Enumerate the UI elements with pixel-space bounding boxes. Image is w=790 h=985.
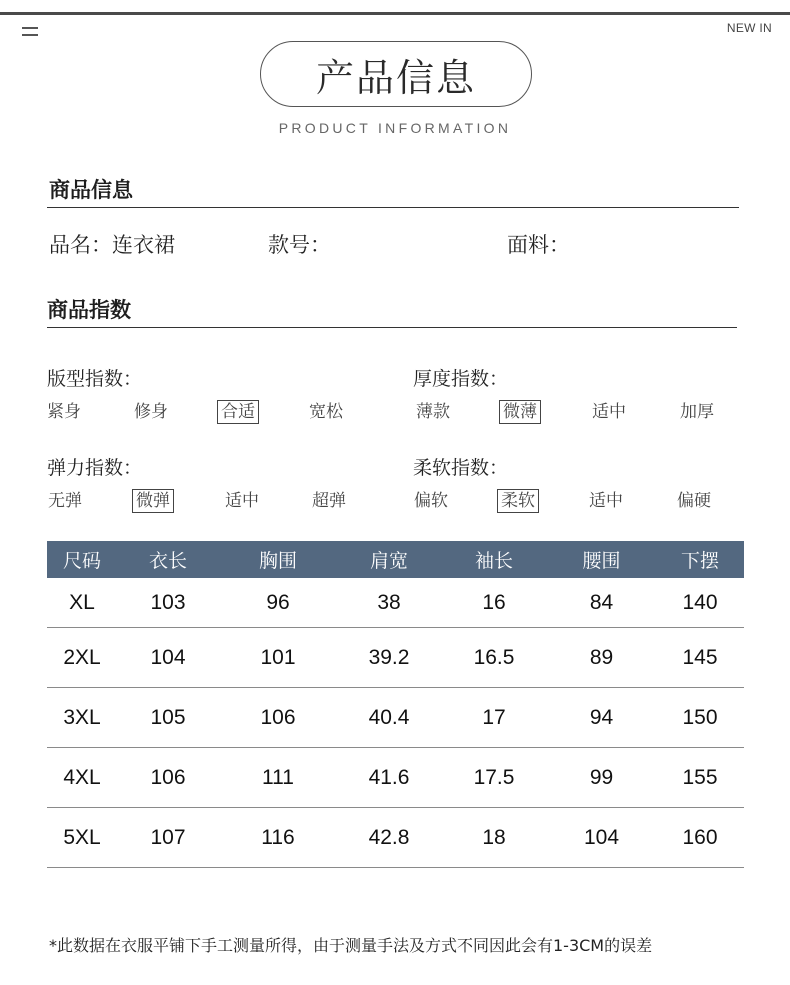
thickness-option-selected: 微薄 bbox=[499, 400, 541, 424]
table-cell: 42.8 bbox=[337, 808, 441, 868]
elasticity-index-label: 弹力指数： bbox=[47, 457, 143, 479]
fit-option: 宽松 bbox=[309, 402, 343, 422]
product-index-title: 商品指数 bbox=[47, 298, 131, 322]
thickness-option: 适中 bbox=[592, 402, 626, 422]
fit-option: 紧身 bbox=[47, 402, 81, 422]
column-header: 胸围 bbox=[219, 541, 337, 578]
table-cell: 40.4 bbox=[337, 688, 441, 748]
size-table bbox=[47, 541, 744, 868]
section-divider bbox=[47, 327, 737, 328]
table-cell: 105 bbox=[117, 688, 219, 748]
measurement-footnote: *此数据在衣服平铺下手工测量所得，由于测量手法及方式不同因此会有1-3CM的误差 bbox=[49, 936, 653, 955]
table-cell: 5XL bbox=[47, 808, 117, 868]
table-header-row bbox=[47, 541, 744, 578]
table-row bbox=[47, 808, 744, 868]
table-cell: 160 bbox=[656, 808, 744, 868]
elasticity-option: 无弹 bbox=[48, 491, 82, 511]
softness-option: 偏硬 bbox=[677, 491, 711, 511]
table-cell: 150 bbox=[656, 688, 744, 748]
table-cell: XL bbox=[47, 578, 117, 628]
page-title: 产品信息 bbox=[260, 41, 532, 107]
table-cell: 4XL bbox=[47, 748, 117, 808]
product-info-title: 商品信息 bbox=[49, 178, 133, 202]
table-cell: 140 bbox=[656, 578, 744, 628]
table-cell: 38 bbox=[337, 578, 441, 628]
table-cell: 101 bbox=[219, 628, 337, 688]
column-header: 下摆 bbox=[656, 541, 744, 578]
fit-option-selected: 合适 bbox=[217, 400, 259, 424]
table-cell: 41.6 bbox=[337, 748, 441, 808]
column-header: 衣长 bbox=[117, 541, 219, 578]
table-cell: 17 bbox=[441, 688, 547, 748]
table-cell: 96 bbox=[219, 578, 337, 628]
table-cell: 155 bbox=[656, 748, 744, 808]
table-cell: 106 bbox=[219, 688, 337, 748]
softness-option: 偏软 bbox=[414, 491, 448, 511]
thickness-option: 加厚 bbox=[680, 402, 714, 422]
table-cell: 107 bbox=[117, 808, 219, 868]
table-row bbox=[47, 748, 744, 808]
thickness-option: 薄款 bbox=[416, 402, 450, 422]
elasticity-option: 适中 bbox=[225, 491, 259, 511]
table-row bbox=[47, 628, 744, 688]
column-header: 袖长 bbox=[441, 541, 547, 578]
table-cell: 18 bbox=[441, 808, 547, 868]
fit-option: 修身 bbox=[134, 402, 168, 422]
page-subtitle: PRODUCT INFORMATION bbox=[278, 120, 512, 136]
softness-option: 适中 bbox=[589, 491, 623, 511]
table-cell: 99 bbox=[547, 748, 656, 808]
table-cell: 103 bbox=[117, 578, 219, 628]
table-row bbox=[47, 578, 744, 628]
style-number: 款号： bbox=[268, 233, 331, 257]
menu-icon[interactable] bbox=[22, 27, 38, 39]
softness-option-selected: 柔软 bbox=[497, 489, 539, 513]
fabric: 面料： bbox=[507, 233, 570, 257]
table-cell: 116 bbox=[219, 808, 337, 868]
table-row bbox=[47, 688, 744, 748]
column-header: 尺码 bbox=[47, 541, 117, 578]
thickness-index-label: 厚度指数： bbox=[413, 368, 509, 390]
table-cell: 89 bbox=[547, 628, 656, 688]
softness-index-label: 柔软指数： bbox=[413, 457, 509, 479]
elasticity-option-selected: 微弹 bbox=[132, 489, 174, 513]
table-cell: 104 bbox=[547, 808, 656, 868]
table-cell: 2XL bbox=[47, 628, 117, 688]
table-cell: 17.5 bbox=[441, 748, 547, 808]
section-divider bbox=[47, 207, 739, 208]
table-cell: 16 bbox=[441, 578, 547, 628]
product-name: 品名：连衣裙 bbox=[49, 233, 175, 257]
table-cell: 39.2 bbox=[337, 628, 441, 688]
fit-index-label: 版型指数： bbox=[47, 368, 143, 390]
new-in-tag: NEW IN bbox=[726, 21, 772, 35]
elasticity-option: 超弹 bbox=[312, 491, 346, 511]
column-header: 腰围 bbox=[547, 541, 656, 578]
table-cell: 16.5 bbox=[441, 628, 547, 688]
column-header: 肩宽 bbox=[337, 541, 441, 578]
table-cell: 104 bbox=[117, 628, 219, 688]
table-cell: 3XL bbox=[47, 688, 117, 748]
table-cell: 106 bbox=[117, 748, 219, 808]
top-rule bbox=[0, 12, 790, 15]
table-cell: 145 bbox=[656, 628, 744, 688]
table-cell: 84 bbox=[547, 578, 656, 628]
table-cell: 94 bbox=[547, 688, 656, 748]
table-cell: 111 bbox=[219, 748, 337, 808]
